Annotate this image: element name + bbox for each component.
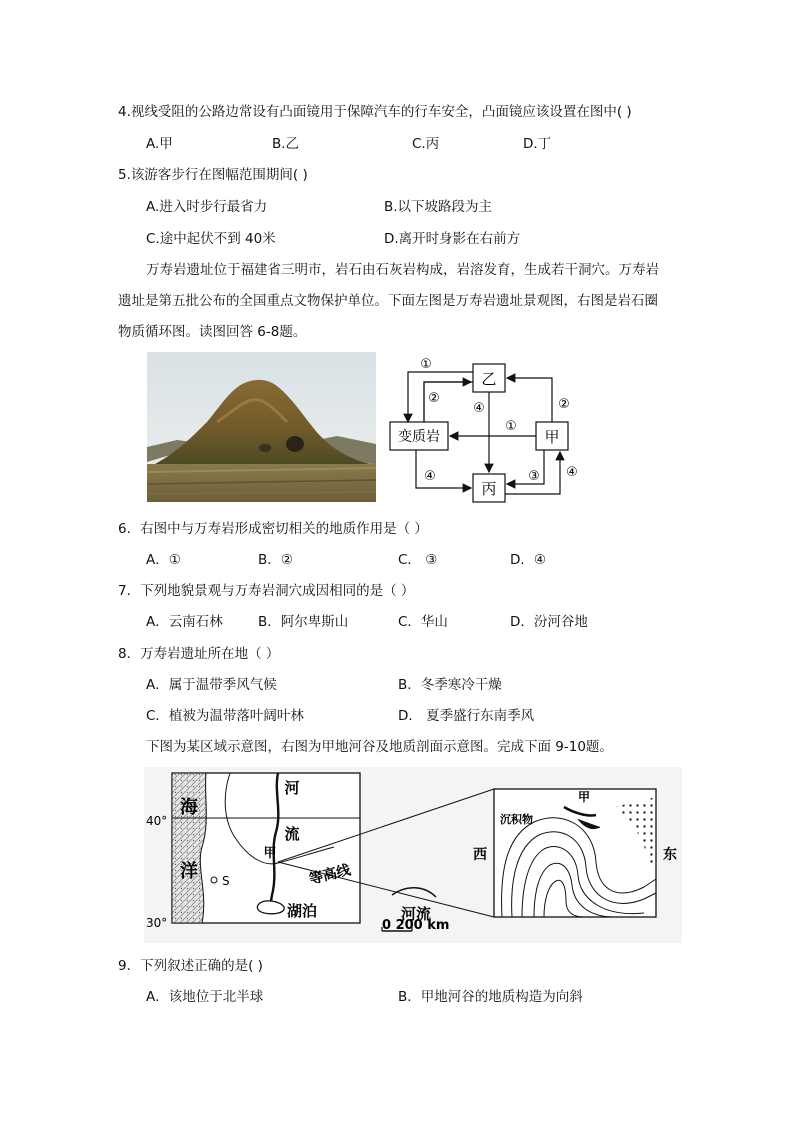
q8-option-a[interactable]: A．属于温带季风气候: [146, 677, 277, 693]
q5-option-c[interactable]: C.途中起伏不到 40米: [146, 231, 276, 247]
q9-stem: 9．下列叙述正确的是( ): [118, 958, 263, 974]
rock-cycle-diagram: [386, 352, 586, 504]
box-jia: 甲: [544, 428, 560, 446]
arrow-label-4b: ④: [424, 469, 436, 484]
q4-option-d[interactable]: D.丁: [523, 136, 552, 152]
q6-option-c[interactable]: C． ③: [398, 552, 438, 568]
q4-option-a[interactable]: A.甲: [146, 136, 173, 152]
box-bing: 丙: [481, 480, 497, 498]
map-lat-40: 40°: [146, 814, 168, 828]
q5-option-d[interactable]: D.离开时身影在右前方: [384, 231, 521, 247]
wanshouyan-photo: [147, 352, 376, 502]
q5-option-b[interactable]: B.以下坡路段为主: [384, 199, 493, 215]
q7-option-c[interactable]: C．华山: [398, 614, 448, 630]
passage1-line-2: 遗址是第五批公布的全国重点文物保护单位。下面左图是万寿岩遗址景观图，右图是岩石圈: [118, 293, 658, 309]
map-river-label-1: 河: [284, 779, 300, 797]
q7-option-b[interactable]: B．阿尔卑斯山: [258, 614, 349, 630]
arrow-label-1a: ①: [420, 357, 432, 372]
arrow-label-1b: ①: [505, 419, 517, 434]
q7-stem: 7．下列地貌景观与万寿岩洞穴成因相同的是（ ）: [118, 583, 415, 599]
q6-stem: 6．右图中与万寿岩形成密切相关的地质作用是（ ）: [118, 521, 428, 537]
q9-option-a[interactable]: A．该地位于北半球: [146, 989, 264, 1005]
profile-jia-label: 甲: [577, 790, 591, 804]
q4-option-b[interactable]: B.乙: [272, 136, 300, 152]
profile-west-label: 西: [473, 847, 487, 863]
map-scale-label: 0 200 km: [382, 918, 450, 933]
q4-stem: 4.视线受阻的公路边常设有凸面镜用于保障汽车的行车安全，凸面镜应该设置在图中( ): [118, 104, 632, 120]
map-sea-label-1: 海: [180, 797, 198, 818]
profile-sediment-label: 沉积物: [500, 813, 533, 826]
q8-option-b[interactable]: B．冬季寒冷干燥: [398, 677, 502, 693]
q6-option-d[interactable]: D．④: [510, 552, 546, 568]
map-sea-label-2: 洋: [180, 861, 198, 882]
arrow-label-4a: ④: [473, 401, 485, 416]
q4-option-c[interactable]: C.丙: [412, 136, 440, 152]
box-metamorphic: 变质岩: [398, 429, 440, 445]
passage2-text: 下图为某区域示意图，右图为甲地河谷及地质剖面示意图。完成下面 9-10题。: [146, 739, 613, 755]
arrow-label-2a: ②: [428, 391, 440, 406]
passage1-line-3: 物质循环图。读图回答 6-8题。: [118, 324, 307, 340]
q7-option-a[interactable]: A．云南石林: [146, 614, 223, 630]
profile-east-label: 东: [663, 847, 677, 863]
q5-option-a[interactable]: A.进入时步行最省力: [146, 199, 268, 215]
map-town-label: S: [222, 874, 230, 888]
q9-option-b[interactable]: B．甲地河谷的地质构造为向斜: [398, 989, 583, 1005]
map-lake-label: 湖泊: [286, 902, 318, 920]
q6-option-a[interactable]: A．①: [146, 552, 181, 568]
map-contour-label: 等高线: [307, 862, 353, 888]
passage1-line-1: 万寿岩遗址位于福建省三明市，岩石由石灰岩构成，岩溶发育，生成若干洞穴。万寿岩: [146, 262, 659, 278]
q7-option-d[interactable]: D．汾河谷地: [510, 614, 588, 630]
region-map-figure: [144, 767, 682, 943]
q5-stem: 5.该游客步行在图幅范围期间( ): [118, 167, 308, 183]
arrow-label-2b: ②: [558, 397, 570, 412]
map-lat-30: 30°: [146, 916, 168, 930]
box-yi: 乙: [481, 370, 497, 388]
q8-stem: 8．万寿岩遗址所在地（ ）: [118, 646, 280, 662]
arrow-label-3: ③: [528, 469, 540, 484]
map-jia-label: 甲: [263, 846, 277, 861]
q8-option-c[interactable]: C．植被为温带落叶阔叶林: [146, 708, 304, 724]
map-river-label-3: 河流: [400, 905, 432, 923]
q6-option-b[interactable]: B．②: [258, 552, 293, 568]
map-river-label-2: 流: [284, 825, 300, 843]
q8-option-d[interactable]: D． 夏季盛行东南季风: [398, 708, 535, 724]
arrow-label-4c: ④: [566, 465, 578, 480]
